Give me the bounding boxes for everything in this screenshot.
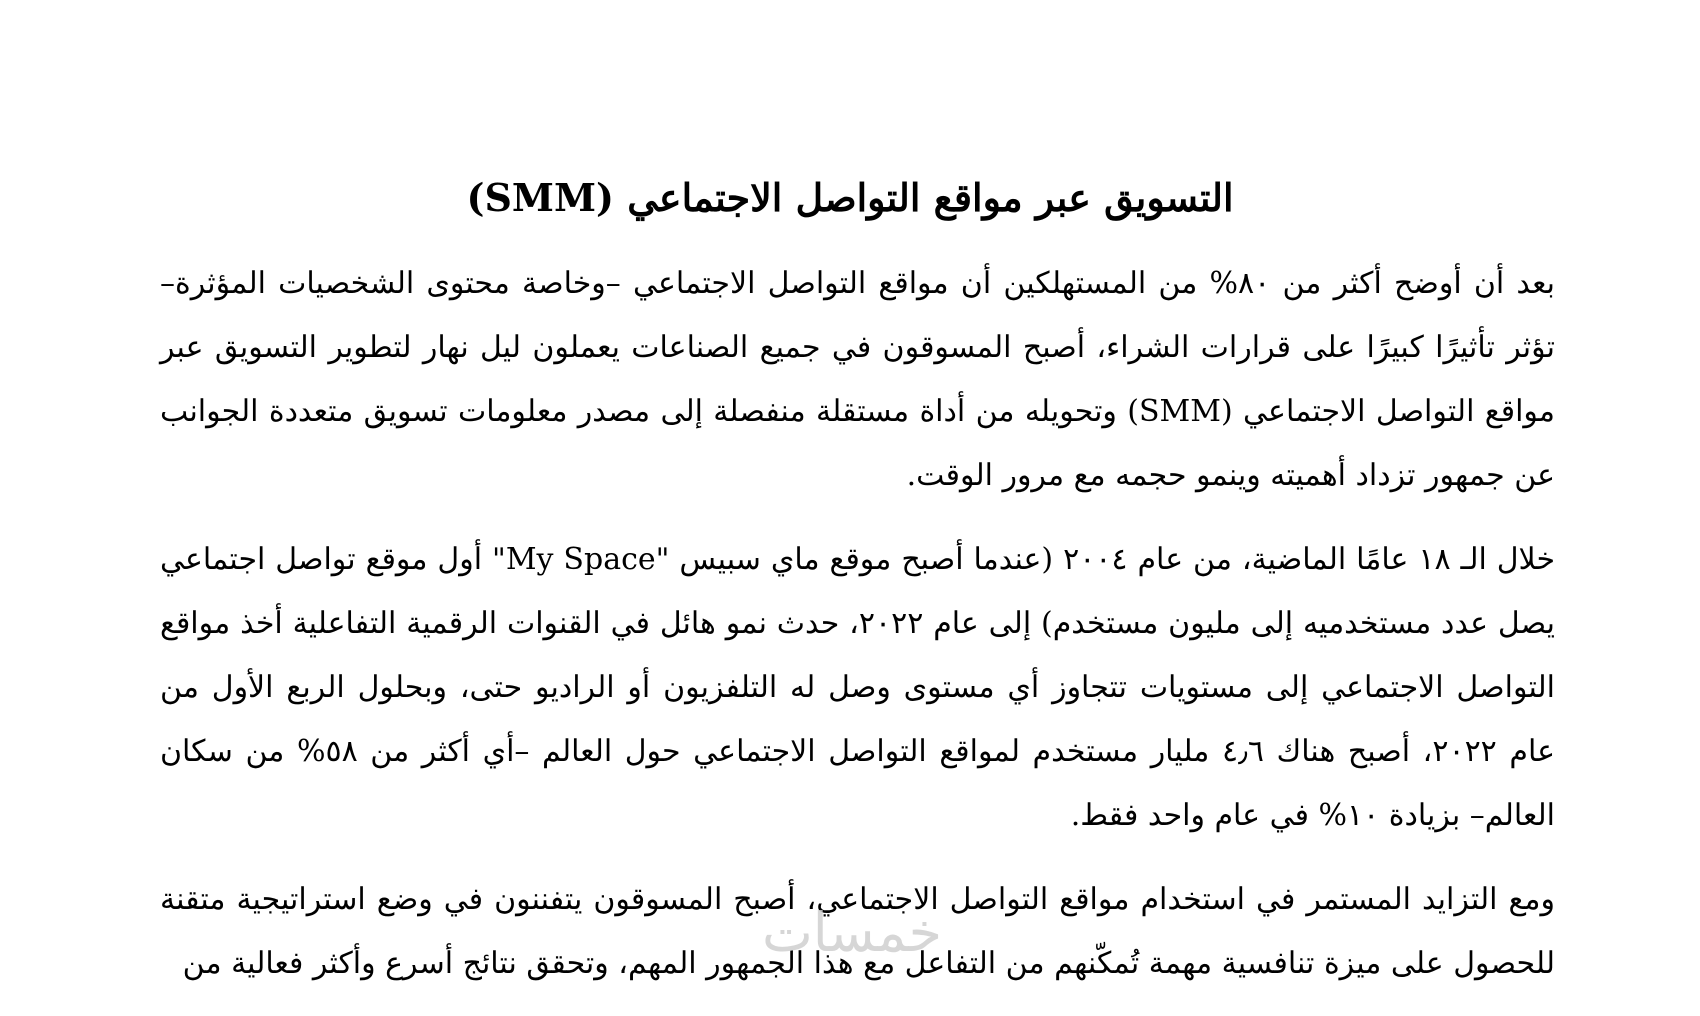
khamsat-watermark: خمسات <box>761 901 943 964</box>
paragraph-3: ومع التزايد المستمر في استخدام مواقع التواصل الاجتماعي، أصبح المسوقون يتفننون في وضع استراتيجية متقنة للحصول على ميزة تنافسية مهمة تُمكّنهم من التفاعل مع هذا الجمهور المهم، وتحقق نتائج أسرع وأكثر فعالية من <box>160 882 1555 981</box>
paragraph-2: خلال الـ ١٨ عامًا الماضية، من عام ٢٠٠٤ (عندما أصبح موقع ماي سبيس "My Space" أول موقع تواصل اجتماعي يصل عدد مستخدميه إلى مليون مستخدم) إلى عام ٢٠٢٢، حدث نمو هائل في القنوات الرقمية التفاعلية أخذ مواقع التواصل الاجتماعي إلى مستويات تتجاوز أي مستوى وصل له التلفزيون أو الراديو حتى، وبحلول الربع الأول من عام ٢٠٢٢، أصبح هناك ٤٫٦ مليار مستخدم لمواقع التواصل الاجتماعي حول العالم –أي أكثر من ٥٨% من سكان العالم– بزيادة ١٠% في عام واحد فقط. <box>160 542 1555 833</box>
document-title: التسويق عبر مواقع التواصل الاجتماعي (SMM) <box>466 175 1234 220</box>
paragraph-1: بعد أن أوضح أكثر من ٨٠% من المستهلكين أن مواقع التواصل الاجتماعي –وخاصة محتوى الشخصيات المؤثرة– تؤثر تأثيرًا كبيرًا على قرارات الشراء، أصبح المسوقون في جميع الصناعات يعملون ليل نهار لتطوير التسويق عبر مواقع التواصل الاجتماعي (SMM) وتحويله من أداة مستقلة منفصلة إلى مصدر معلومات تسويق متعددة الجوانب عن جمهور تزداد أهميته وينمو حجمه مع مرور الوقت. <box>160 266 1555 493</box>
